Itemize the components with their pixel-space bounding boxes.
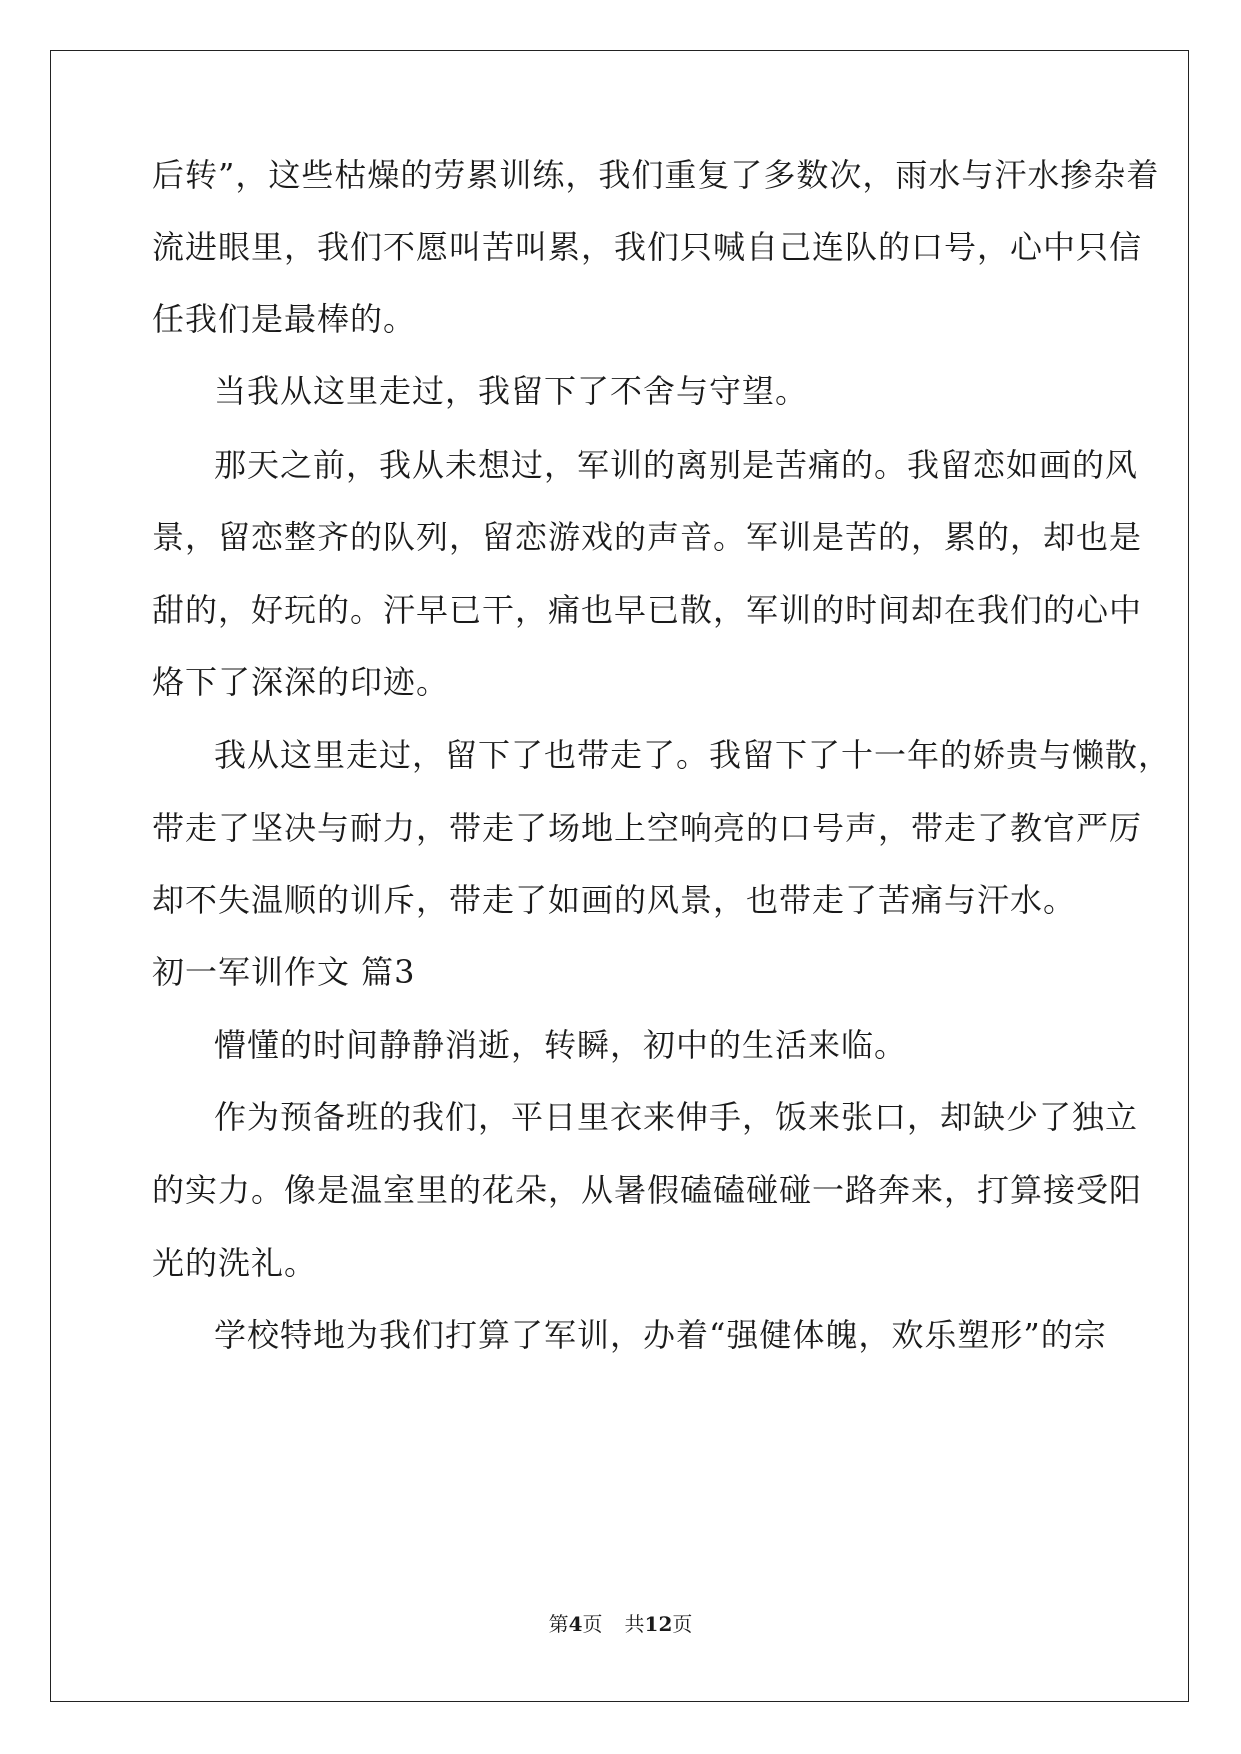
- section-heading: 初一军训作文 篇3: [152, 953, 416, 991]
- text-line: 的实力。像是温室里的花朵，从暑假磕磕碰碰一路奔来，打算接受阳: [152, 1171, 1143, 1209]
- footer-prefix: 第: [548, 1612, 569, 1636]
- text-line: 景，留恋整齐的队列，留恋游戏的声音。军训是苦的，累的，却也是: [152, 518, 1143, 556]
- text-line: 流进眼里，我们不愿叫苦叫累，我们只喊自己连队的口号，心中只信: [152, 228, 1143, 266]
- text-line: 我从这里走过，留下了也带走了。我留下了十一年的娇贵与懒散，: [214, 736, 1172, 774]
- text-line: 任我们是最棒的。: [152, 300, 417, 338]
- page-number: 4: [568, 1612, 583, 1636]
- footer-total-unit: 页: [672, 1612, 693, 1636]
- text-line: 当我从这里走过，我留下了不舍与守望。: [214, 372, 809, 410]
- text-line: 后转”，这些枯燥的劳累训练，我们重复了多数次，雨水与汗水掺杂着: [152, 156, 1160, 194]
- footer-total-prefix: 共: [624, 1612, 645, 1636]
- text-line: 懵懂的时间静静消逝，转瞬，初中的生活来临。: [214, 1026, 908, 1064]
- text-line: 那天之前，我从未想过，军训的离别是苦痛的。我留恋如画的风: [214, 446, 1139, 484]
- text-line: 却不失温顺的训斥，带走了如画的风景，也带走了苦痛与汗水。: [152, 881, 1077, 919]
- page-footer: [0, 1612, 1241, 1636]
- text-line: 带走了坚决与耐力，带走了场地上空响亮的口号声，带走了教官严厉: [152, 809, 1143, 847]
- text-line: 烙下了深深的印迹。: [152, 663, 450, 701]
- total-pages: 12: [644, 1612, 673, 1636]
- footer-page-unit: 页: [582, 1612, 603, 1636]
- text-line: 甜的，好玩的。汗早已干，痛也早已散，军训的时间却在我们的心中: [152, 591, 1143, 629]
- page-frame: [50, 50, 1189, 1702]
- text-line: 作为预备班的我们，平日里衣来伸手，饭来张口，却缺少了独立: [214, 1098, 1139, 1136]
- text-line: 光的洗礼。: [152, 1244, 318, 1282]
- text-line: 学校特地为我们打算了军训，办着“强健体魄，欢乐塑形”的宗: [214, 1316, 1107, 1354]
